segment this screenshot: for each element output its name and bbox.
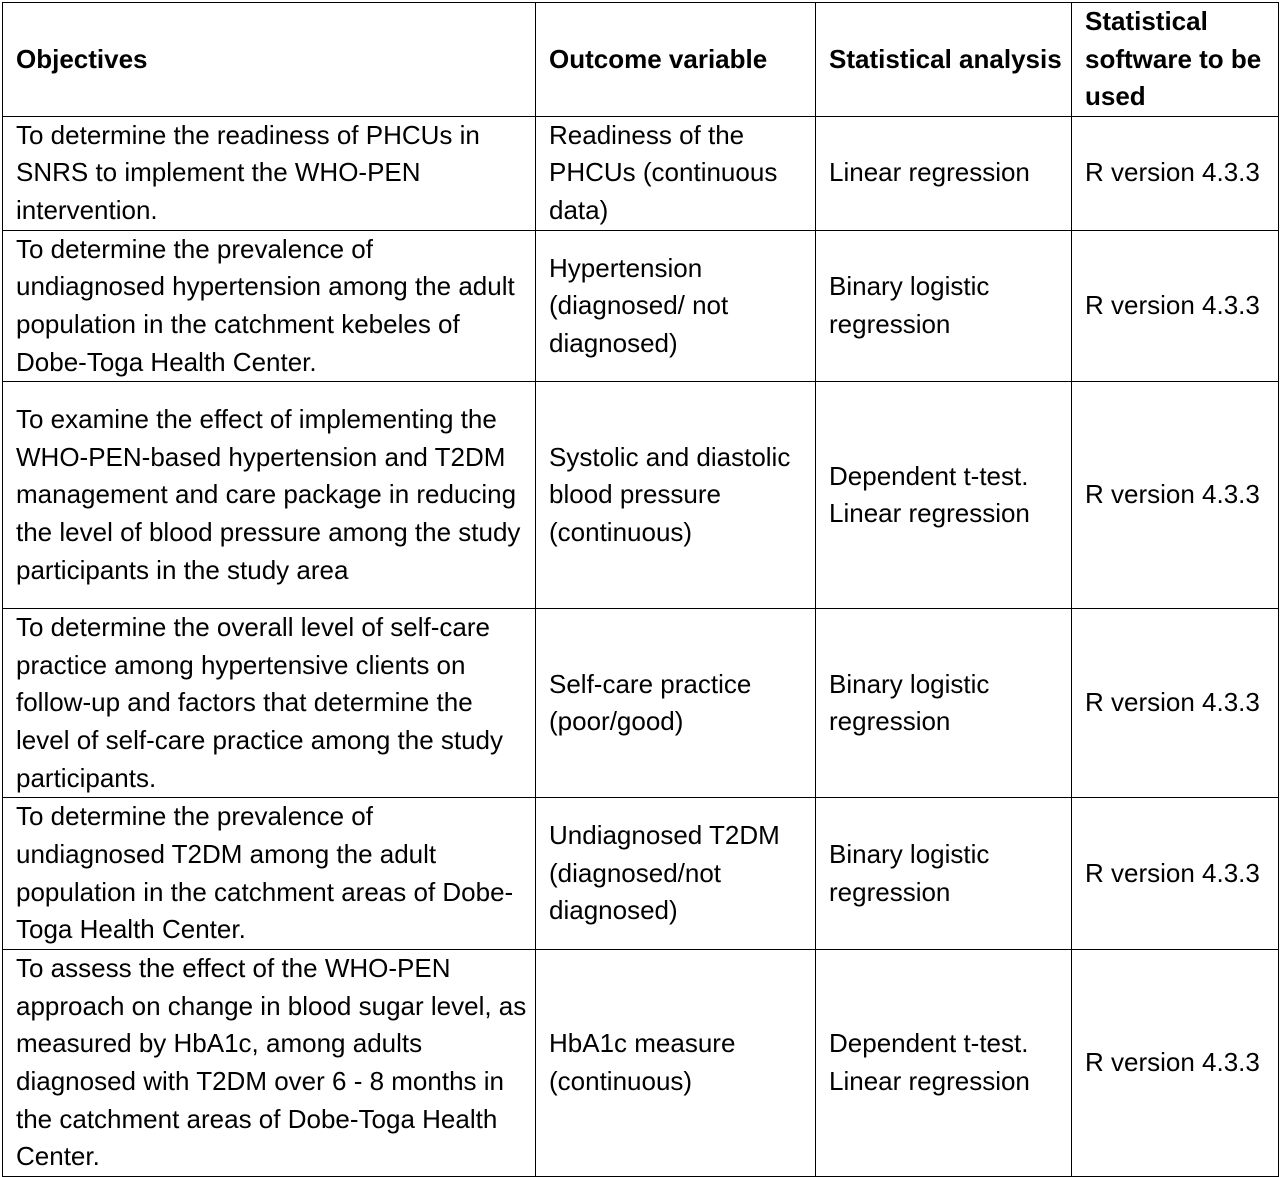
study-analysis-table <box>2 2 1279 1177</box>
objective-cell: To examine the effect of implementing the WHO-PEN-based hypertension and T2DM management and care package in reducing the level of blood pressure among the study participants in the study area <box>3 382 536 609</box>
statistical-analysis-cell: Binary logistic regression <box>816 798 1072 950</box>
objective-cell: To determine the prevalence of undiagnosed hypertension among the adult population in the catchment kebeles of Dobe-Toga Health Center. <box>3 230 536 381</box>
statistical-software-cell: R version 4.3.3 <box>1072 116 1279 230</box>
table-row <box>3 382 1279 609</box>
statistical-analysis-cell: Binary logistic regression <box>816 609 1072 798</box>
outcome-variable-cell: Undiagnosed T2DM (diagnosed/not diagnosed) <box>536 798 816 950</box>
header-objectives: Objectives <box>3 3 536 117</box>
header-statistical-software: Statistical software to be used <box>1072 3 1279 117</box>
statistical-software-cell: R version 4.3.3 <box>1072 230 1279 381</box>
objective-cell: To determine the readiness of PHCUs in SNRS to implement the WHO-PEN intervention. <box>3 116 536 230</box>
table-row <box>3 950 1279 1177</box>
statistical-software-cell: R version 4.3.3 <box>1072 950 1279 1177</box>
outcome-variable-cell: Hypertension (diagnosed/ not diagnosed) <box>536 230 816 381</box>
outcome-variable-cell: Readiness of the PHCUs (continuous data) <box>536 116 816 230</box>
objective-cell: To determine the prevalence of undiagnosed T2DM among the adult population in the catchment areas of Dobe-Toga Health Center. <box>3 798 536 950</box>
statistical-analysis-cell: Linear regression <box>816 116 1072 230</box>
objective-cell: To determine the overall level of self-care practice among hypertensive clients on follow-up and factors that determine the level of self-care practice among the study participants. <box>3 609 536 798</box>
outcome-variable-cell: Systolic and diastolic blood pressure (continuous) <box>536 382 816 609</box>
statistical-analysis-cell: Binary logistic regression <box>816 230 1072 381</box>
statistical-software-cell: R version 4.3.3 <box>1072 609 1279 798</box>
table-row <box>3 609 1279 798</box>
header-outcome-variable: Outcome variable <box>536 3 816 117</box>
table-row <box>3 798 1279 950</box>
table-header-row <box>3 3 1279 117</box>
statistical-software-cell: R version 4.3.3 <box>1072 798 1279 950</box>
statistical-analysis-cell: Dependent t-test. Linear regression <box>816 950 1072 1177</box>
objective-cell: To assess the effect of the WHO-PEN approach on change in blood sugar level, as measured by HbA1c, among adults diagnosed with T2DM over 6 - 8 months in the catchment areas of Dobe-Toga Health Center. <box>3 950 536 1177</box>
statistical-analysis-cell: Dependent t-test. Linear regression <box>816 382 1072 609</box>
table-row <box>3 230 1279 381</box>
statistical-software-cell: R version 4.3.3 <box>1072 382 1279 609</box>
outcome-variable-cell: HbA1c measure (continuous) <box>536 950 816 1177</box>
table-row <box>3 116 1279 230</box>
header-statistical-analysis: Statistical analysis <box>816 3 1072 117</box>
outcome-variable-cell: Self-care practice (poor/good) <box>536 609 816 798</box>
